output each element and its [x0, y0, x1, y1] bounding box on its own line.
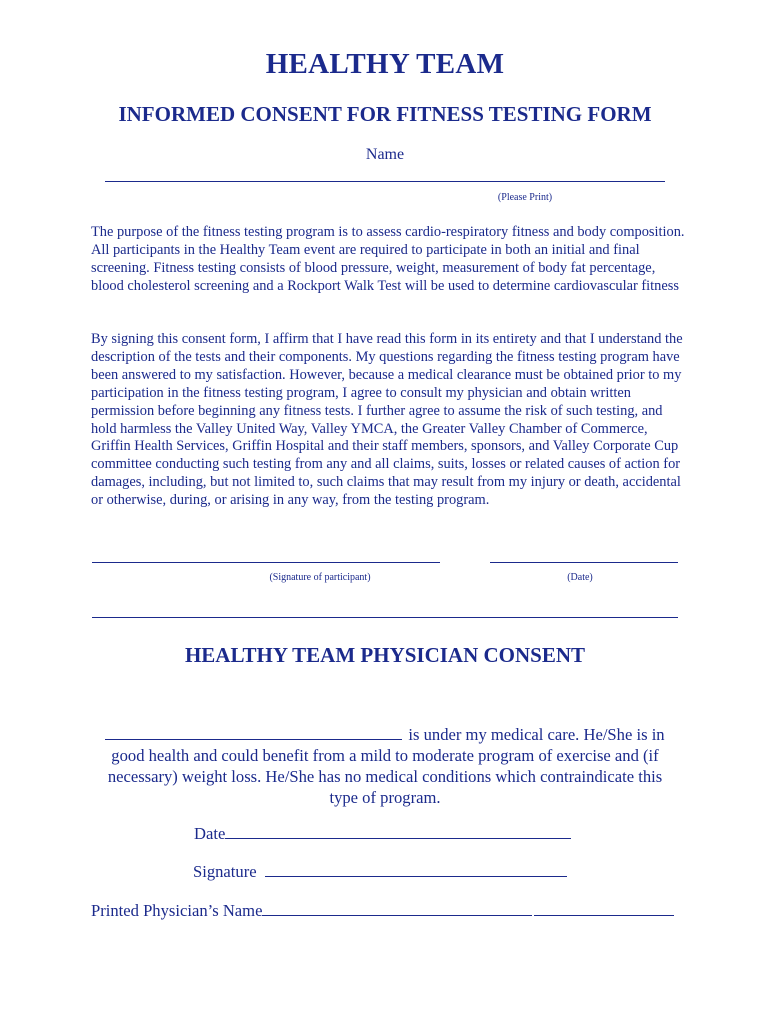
consent-paragraph: By signing this consent form, I affirm that I have read this form in its entirety and that I understand the description of the tests and their components. My questions regarding the fitness testing program have been answered to my satisfaction. However, because a medical clearance must be obtained prior to my participation in the fitness testing program, I agree to consult my physician and obtain written permission before beginning any fitness tests. I further agree to assume the risk of such testing, and hold harmless the Valley United Way, Valley YMCA, the Greater Valley Chamber of Commerce, Griffin Health Services, Griffin Hospital and their staff members, sponsors, and Valley Corporate Cup committee conducting such testing from any and all claims, suits, losses or related causes of action for damages, including, but not limited to, such claims that may result from my injury or death, accidental or otherwise, during, or arising in any way, from the testing program. [91, 331, 683, 509]
form-subtitle: INFORMED CONSENT FOR FITNESS TESTING FORM [118, 102, 652, 126]
physician-signature-field [193, 862, 567, 882]
physician-printed-name-line-extra[interactable] [534, 901, 674, 916]
physician-statement-text: is under my medical care. He/She is in good health and could benefit from a mild to moderate program of exercise and (if necessary) weight loss. He/She has no medical conditions which contraindicate this type of program. [107, 725, 665, 807]
physician-printed-name-label: Printed Physician’s Name [91, 901, 263, 920]
physician-printed-name-field [91, 901, 674, 921]
physician-date-line[interactable] [225, 824, 571, 839]
physician-signature-label: Signature [193, 862, 257, 881]
signature-hint: (Signature of participant) [269, 572, 371, 583]
section-divider [92, 617, 678, 618]
name-hint: (Please Print) [497, 192, 553, 203]
form-title: HEALTHY TEAM [265, 48, 505, 80]
participant-signature-line[interactable] [92, 562, 440, 563]
physician-printed-name-line[interactable] [262, 901, 532, 916]
participant-date-line[interactable] [490, 562, 678, 563]
physician-date-field [194, 824, 571, 844]
name-label: Name [365, 146, 405, 163]
purpose-paragraph: The purpose of the fitness testing program is to assess cardio-respiratory fitness and body composition. All participants in the Healthy Team event are required to participate in both an initial and final screening. Fitness testing consists of blood pressure, weight, measurement of body fat percentage, blood cholesterol screening and a Rockport Walk Test will be used to determine cardiovascular fitness [91, 224, 685, 294]
physician-statement [95, 724, 675, 808]
date-hint: (Date) [567, 572, 593, 583]
physician-date-label: Date [194, 824, 226, 843]
physician-consent-heading: HEALTHY TEAM PHYSICIAN CONSENT [184, 643, 586, 667]
physician-signature-line[interactable] [265, 862, 567, 877]
patient-name-line[interactable] [105, 725, 402, 740]
name-input-line[interactable] [105, 181, 665, 182]
